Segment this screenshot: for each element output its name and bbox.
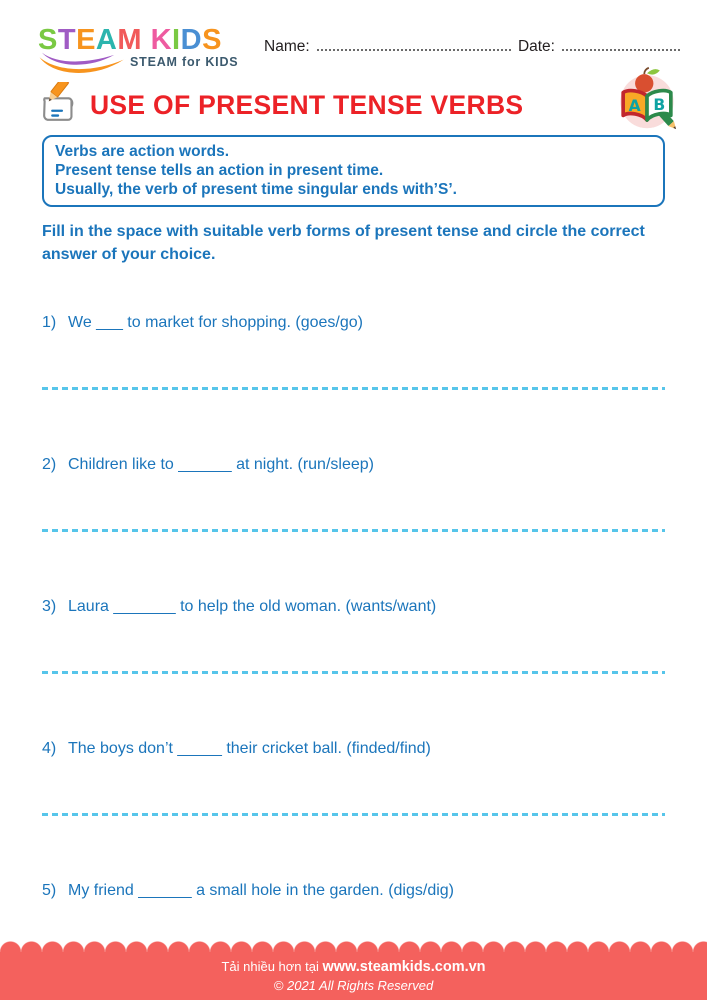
logo-letter: S <box>38 24 58 56</box>
svg-text:B: B <box>653 95 666 114</box>
definition-line: Verbs are action words. <box>55 143 230 160</box>
pencil-note-icon <box>36 82 82 128</box>
answer-separator-line <box>42 671 665 674</box>
logo-letter: S <box>202 24 222 56</box>
question-number: 4) <box>42 740 57 757</box>
question-text: We ___ to market for shopping. (goes/go) <box>68 314 363 331</box>
definition-line: Present tense tells an action in present time. <box>55 162 384 179</box>
logo-letter: E <box>76 24 96 56</box>
definition-line: Usually, the verb of present time singular ends with’S’. <box>55 181 457 198</box>
logo-letter: K <box>150 24 173 56</box>
answer-separator-line <box>42 529 665 532</box>
logo-tagline-row <box>38 51 250 73</box>
abc-book-icon <box>614 65 680 131</box>
question-text: Laura _______ to help the old woman. (wants/want) <box>68 598 437 615</box>
logo-swoosh-icon <box>38 51 126 73</box>
instructions-text: Fill in the space with suitable verb forms of present tense and circle the correct answer of your choice. <box>42 223 645 263</box>
logo-letter: M <box>117 24 143 56</box>
name-date-row <box>264 38 680 56</box>
logo-letter: D <box>180 24 203 56</box>
answer-separator-line <box>42 387 665 390</box>
question-item <box>42 312 665 334</box>
header <box>0 0 707 73</box>
question-list <box>42 312 665 902</box>
question-number: 3) <box>42 598 57 615</box>
svg-text:A: A <box>628 96 641 115</box>
logo-letter: A <box>95 24 118 56</box>
question-text: My friend ______ a small hole in the garden. (digs/dig) <box>68 882 454 899</box>
title-row <box>0 73 707 131</box>
question-item <box>42 596 665 618</box>
footer <box>0 941 707 1000</box>
steam-kids-logo <box>38 26 250 73</box>
name-label: Name: <box>264 38 310 55</box>
definition-box <box>42 135 665 207</box>
name-blank-line <box>317 38 511 51</box>
footer-website-url: www.steamkids.com.vn <box>322 959 486 975</box>
question-item <box>42 454 665 476</box>
footer-scallop-edge <box>0 941 707 952</box>
question-number: 5) <box>42 882 57 899</box>
logo-tagline: STEAM for KIDS <box>130 55 239 69</box>
footer-website-prefix: Tải nhiều hơn tại <box>221 959 323 974</box>
footer-website-line <box>0 957 707 977</box>
question-text: The boys don’t _____ their cricket ball. (finded/find) <box>68 740 431 757</box>
footer-body <box>0 952 707 1000</box>
answer-separator-line <box>42 813 665 816</box>
question-item <box>42 738 665 760</box>
date-blank-line <box>562 38 680 51</box>
question-number: 1) <box>42 314 57 331</box>
question-item <box>42 880 665 902</box>
question-text: Children like to ______ at night. (run/sleep) <box>68 456 374 473</box>
date-label: Date: <box>517 38 555 55</box>
logo-letter: T <box>57 24 77 56</box>
logo-letter: I <box>172 24 181 56</box>
footer-copyright: © 2021 All Rights Reserved <box>273 978 434 993</box>
page-title: USE OF PRESENT TENSE VERBS <box>90 89 524 120</box>
question-number: 2) <box>42 456 57 473</box>
